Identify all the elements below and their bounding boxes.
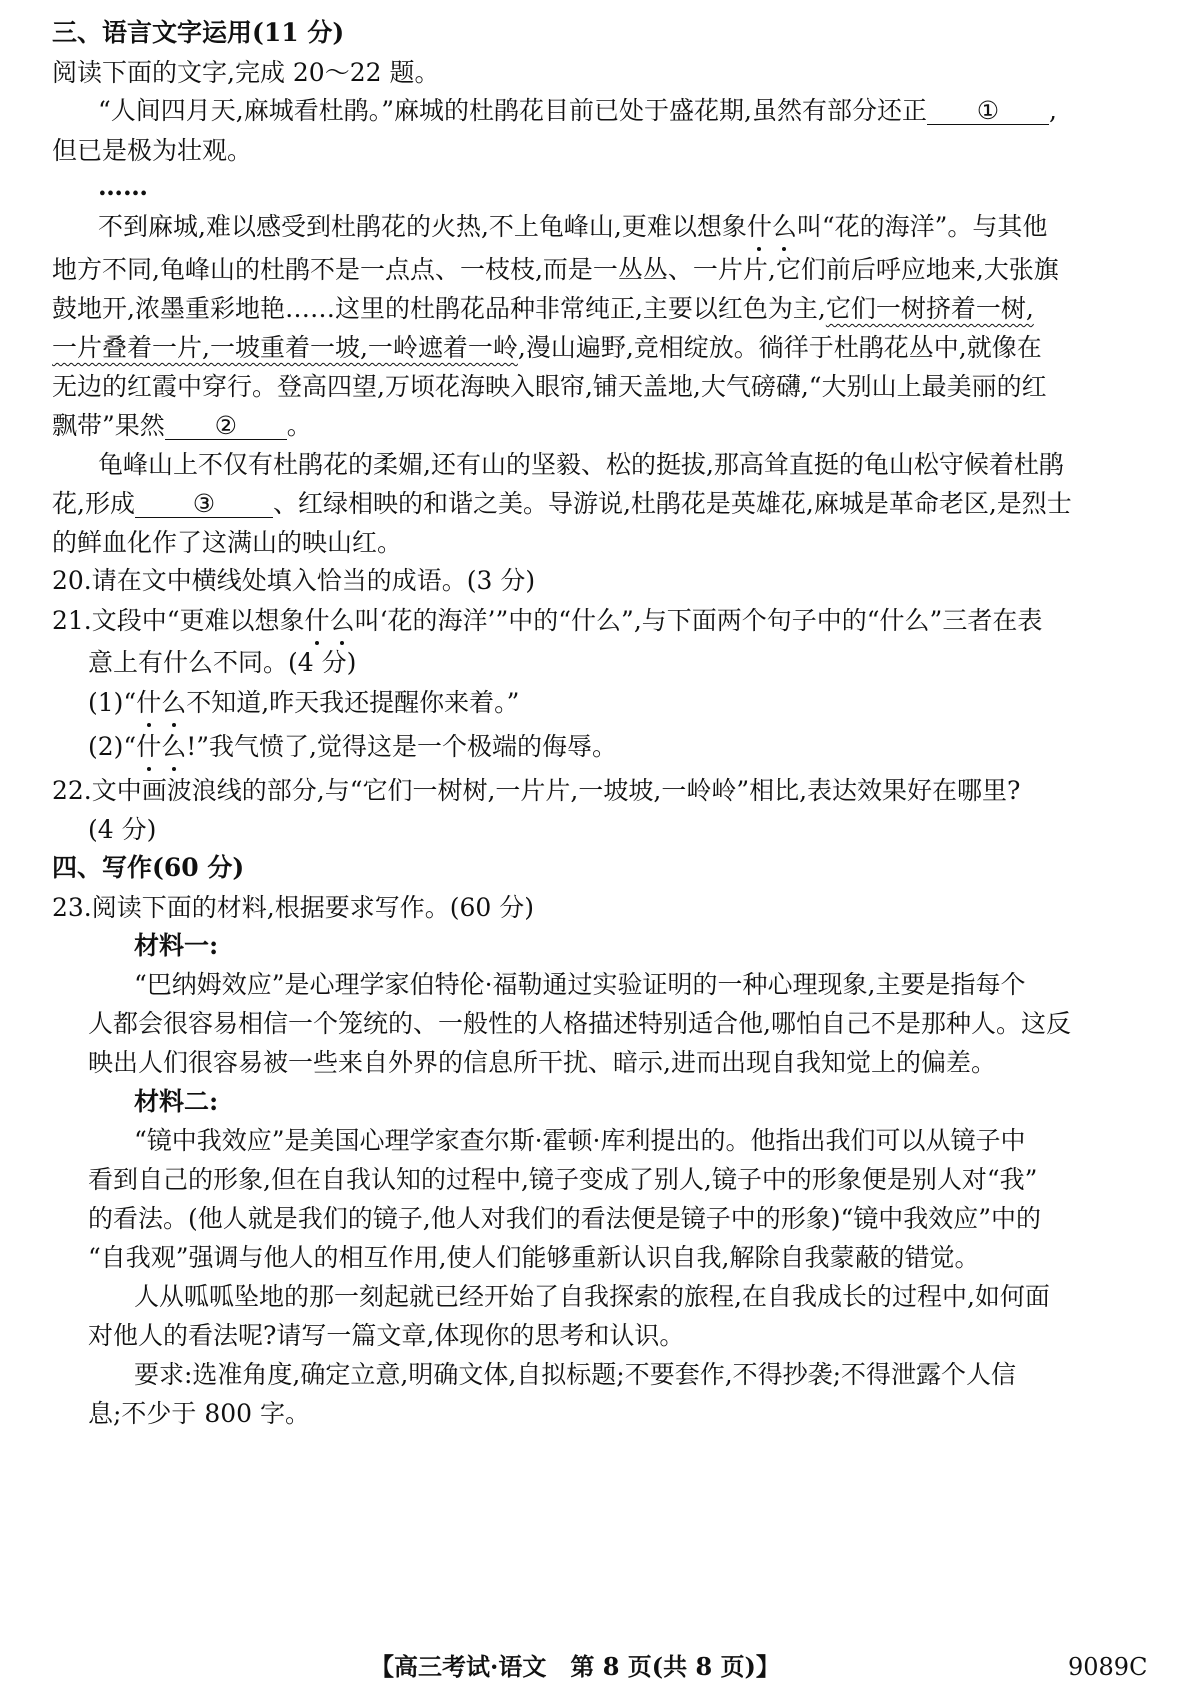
writing-prompt-line: 对他人的看法呢?请写一篇文章,体现你的思考和认识。 bbox=[88, 1321, 685, 1350]
section-4-heading: 四、写作(60 分) bbox=[52, 853, 245, 882]
passage-text: , bbox=[1048, 96, 1057, 125]
page-footer: 【高三考试·语文 第 8 页(共 8 页)】 bbox=[370, 1652, 780, 1681]
dotted-char: 什 bbox=[136, 688, 162, 717]
passage-text: 花,形成 bbox=[52, 489, 135, 518]
passage-line: 龟峰山上不仅有杜鹃花的柔媚,还有山的坚毅、松的挺拔,那高耸直挺的龟山松守候着杜鹃 bbox=[98, 450, 1064, 479]
material-1-line: 映出人们很容易被一些来自外界的信息所干扰、暗示,进而出现自我知觉上的偏差。 bbox=[88, 1048, 996, 1077]
passage-line: 地方不同,龟峰山的杜鹃不是一点点、一枝枝,而是一丛丛、一片片,它们前后呼应地来,大张旗 bbox=[52, 255, 1059, 284]
passage-text: 不到麻城,难以感受到杜鹃花的火热,不上龟峰山,更难以想象 bbox=[98, 212, 747, 241]
passage-text: 飘带”果然 bbox=[52, 411, 165, 440]
passage-line bbox=[98, 96, 1057, 126]
question-21-sentence-1 bbox=[88, 688, 519, 718]
question-21-sentence-2 bbox=[88, 732, 617, 762]
wavy-underlined-text: 它们一树挤着一树, bbox=[825, 294, 1034, 323]
material-2-line: “镜中我效应”是美国心理学家查尔斯·霍顿·库利提出的。他指出我们可以从镜子中 bbox=[134, 1126, 1026, 1155]
blank-3: ③ bbox=[135, 491, 273, 518]
blank-2: ② bbox=[165, 413, 287, 440]
section-3-instruction: 阅读下面的文字,完成 20～22 题。 bbox=[52, 58, 440, 87]
passage-line: 的鲜血化作了这满山的映山红。 bbox=[52, 528, 403, 557]
writing-requirement-line: 息;不少于 800 字。 bbox=[88, 1399, 311, 1428]
passage-line bbox=[52, 294, 1034, 324]
dotted-char: 什 bbox=[304, 606, 330, 635]
material-1-title: 材料一: bbox=[134, 931, 219, 960]
passage-text: 、红绿相映的和谐之美。导游说,杜鹃花是英雄花,麻城是革命老区,是烈士 bbox=[272, 489, 1072, 518]
material-1-line: 人都会很容易相信一个笼统的、一般性的人格描述特别适合他,哪怕自己不是那种人。这反 bbox=[88, 1009, 1071, 1038]
passage-text: “人间四月天,麻城看杜鹃。”麻城的杜鹃花目前已处于盛花期,虽然有部分还正 bbox=[98, 96, 927, 125]
material-2-line: “自我观”强调与他人的相互作用,使人们能够重新认识自我,解除自我蒙蔽的错觉。 bbox=[88, 1243, 980, 1272]
dotted-char: 么 bbox=[771, 212, 797, 241]
dotted-char: 什 bbox=[746, 212, 772, 241]
passage-line bbox=[52, 411, 312, 441]
material-2-line: 的看法。(他人就是我们的镜子,他人对我们的看法便是镜子中的形象)“镜中我效应”中的 bbox=[88, 1204, 1042, 1233]
question-22-line-2: (4 分) bbox=[88, 815, 157, 844]
material-1-line: “巴纳姆效应”是心理学家伯特伦·福勒通过实验证明的一种心理现象,主要是指每个 bbox=[134, 970, 1026, 999]
section-3-heading: 三、语言文字运用(11 分) bbox=[52, 18, 345, 47]
passage-text: 。 bbox=[286, 411, 312, 440]
material-2-title: 材料二: bbox=[134, 1087, 219, 1116]
dotted-char: 么 bbox=[161, 732, 187, 761]
blank-1: ① bbox=[927, 98, 1049, 125]
emphasis-dotted-word bbox=[747, 212, 797, 241]
passage-line: 无边的红霞中穿行。登高四望,万顷花海映入眼帘,铺天盖地,大气磅礴,“大别山上最美丽的红 bbox=[52, 372, 1047, 401]
passage-line: 但已是极为壮观。 bbox=[52, 136, 253, 165]
question-text: (2)“ bbox=[88, 732, 137, 761]
dotted-text bbox=[305, 606, 355, 635]
wavy-underlined-text: 一片叠着一片,一坡重着一坡,一岭遮着一岭 bbox=[52, 333, 518, 362]
question-21-line-2: 意上有什么不同。(4 分) bbox=[88, 648, 357, 677]
passage-text: ,漫山遍野,竞相绽放。徜徉于杜鹃花丛中,就像在 bbox=[517, 333, 1042, 362]
writing-prompt-line: 人从呱呱坠地的那一刻起就已经开始了自我探索的旅程,在自我成长的过程中,如何面 bbox=[134, 1282, 1050, 1311]
dotted-char: 么 bbox=[161, 688, 187, 717]
dotted-char: 什 bbox=[136, 732, 162, 761]
question-text: 不知道,昨天我还提醒你来着。” bbox=[186, 688, 520, 717]
dotted-text bbox=[136, 688, 186, 717]
question-23: 23.阅读下面的材料,根据要求写作。(60 分) bbox=[52, 893, 534, 922]
dotted-text bbox=[136, 732, 186, 761]
material-2-line: 看到自己的形象,但在自我认知的过程中,镜子变成了别人,镜子中的形象便是别人对“我” bbox=[88, 1165, 1038, 1194]
passage-line bbox=[52, 489, 1072, 519]
exam-code: 9089C bbox=[1068, 1653, 1148, 1681]
question-text: (1)“ bbox=[88, 688, 137, 717]
question-text: !”我气愤了,觉得这是一个极端的侮辱。 bbox=[186, 732, 618, 761]
question-text: 叫‘花的海洋’”中的“什么”,与下面两个句子中的“什么”三者在表 bbox=[354, 606, 1043, 635]
question-22: 22.文中画波浪线的部分,与“它们一树树,一片片,一坡坡,一岭岭”相比,表达效果好在哪里? bbox=[52, 776, 1021, 805]
question-21 bbox=[52, 606, 1042, 636]
passage-text: 鼓地开,浓墨重彩地艳……这里的杜鹃花品种非常纯正,主要以红色为主, bbox=[52, 294, 826, 323]
writing-requirement-line: 要求:选准角度,确定立意,明确文体,自拟标题;不要套作,不得抄袭;不得泄露个人信 bbox=[134, 1360, 1017, 1389]
passage-line bbox=[98, 212, 1047, 242]
question-20: 20.请在文中横线处填入恰当的成语。(3 分) bbox=[52, 566, 536, 595]
question-text: 21.文段中“更难以想象 bbox=[52, 606, 305, 635]
dotted-text bbox=[747, 212, 797, 241]
passage-text: 叫“花的海洋”。与其他 bbox=[796, 212, 1048, 241]
passage-ellipsis: …… bbox=[98, 172, 148, 201]
dotted-char: 么 bbox=[329, 606, 355, 635]
passage-line bbox=[52, 333, 1042, 363]
